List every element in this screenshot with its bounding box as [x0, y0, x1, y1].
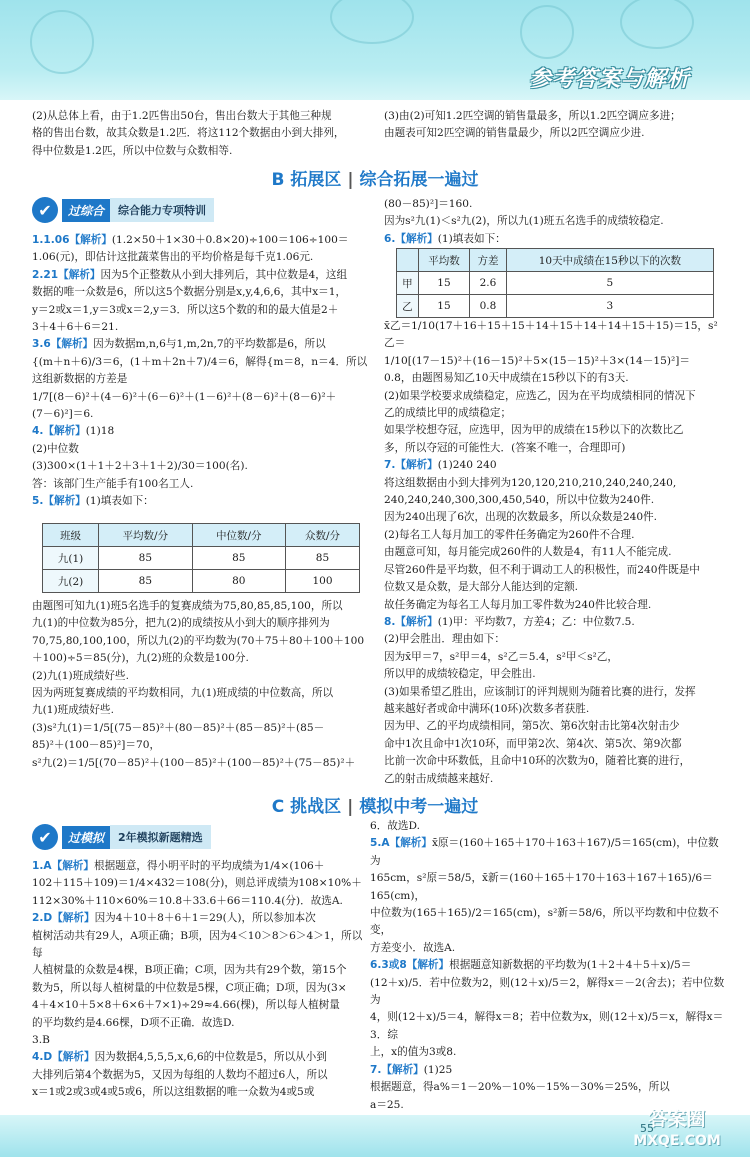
table-cell: 85 [99, 547, 192, 570]
text-line: 九(1)班成绩好些. [32, 704, 114, 717]
text-line: 尽管260件是平均数，但不利于调动工人的积极性，而240件既是中 [384, 563, 700, 576]
text-line: 1/10[(17－15)²＋(16－15)²＋5×(15－15)²＋3×(14－15)²]＝ [384, 354, 690, 367]
table-cell: 乙 [397, 295, 419, 318]
analysis-tag: 【解析】 [43, 425, 86, 438]
text-line: 的平均数约是4.66棵，D项不正确．故选D. [32, 1016, 235, 1029]
table-header-row [397, 249, 714, 272]
text-line: 5.A【解析】x̄原＝(160＋165＋170＋163＋167)/5＝165(cm)，中位数为 [370, 837, 719, 867]
table-header-cell: 方差 [470, 249, 507, 272]
text-line: 故任务确定为每名工人每月加工零件数为240件比较合理. [384, 598, 652, 611]
text-line: (3)s²九(1)＝1/5[(75－85)²＋(80－85)²＋(85－85)²＋(85－ [32, 721, 325, 734]
text-line: 植树活动共有29人，A项正确；B项，因为4＜10＞8＞6＞4＞1，所以每 [32, 929, 363, 960]
left-b-text-2 [32, 598, 368, 772]
text-line: (2)甲会胜出．理由如下： [384, 633, 505, 646]
right-c-text [370, 818, 726, 1114]
question-number: 5. [32, 495, 44, 508]
analysis-tag: 【解析】 [395, 615, 438, 628]
text-line: x＝1或2或3或4或5或6，所以这组数据的唯一众数为4或5或 [32, 1086, 315, 1099]
section-motto: 综合拓展一遍过 [359, 170, 479, 190]
table-cell: 15 [418, 295, 469, 318]
question-number: 6.3或8 [370, 959, 407, 972]
table-row [397, 295, 714, 318]
question-number: 7. [370, 1063, 382, 1076]
text-line: 多，所以夺冠的可能性大．(答案不唯一，合理即可) [384, 441, 626, 454]
text-line: 70,75,80,100,100，所以九(2)的平均数为(70＋75＋80＋100＋100 [32, 634, 365, 647]
banner-c [32, 825, 211, 849]
text-line: 九(1)的中位数为85分，把九(2)的成绩按从小到大的顺序排列为 [32, 617, 330, 630]
table-cell: 5 [506, 272, 713, 295]
question-number: 1.1.06 [32, 234, 70, 246]
top-right-text [384, 108, 724, 143]
left-c-text [32, 858, 368, 1102]
section-b-heading [0, 165, 750, 190]
analysis-tag: 【解析】 [395, 459, 438, 472]
decorative-circle-icon [520, 5, 574, 59]
question-number: 4. [32, 425, 44, 438]
table-cell: 2.6 [470, 272, 507, 295]
text-line: (2)从总体上看，由于1.2匹售出50台，售出台数大于其他三种规 [32, 110, 332, 122]
text-line: (2)每名工人每月加工的零件任务确定为260件不合理. [384, 528, 635, 541]
table-cell: 85 [192, 547, 285, 570]
text-line: 命中1次且命中1次10环，而甲第2次、第4次、第5次、第9次都 [384, 737, 682, 750]
text-line: 4，则(12＋x)/5＝4，解得x＝8；若中位数为x，则(12＋x)/5＝x，解得x＝3．综 [370, 1011, 724, 1041]
text-line: 答：该部门生产能手有100名工人. [32, 477, 194, 490]
text-line: (3)由(2)可知1.2匹空调的销售量最多，所以1.2匹空调应多进； [384, 110, 681, 122]
question-number: 6. [384, 232, 396, 245]
text-line: 3.6【解析】因为数据m,n,6与1,m,2n,7的平均数都是6，所以 [32, 338, 326, 351]
analysis-tag: 【解析】 [51, 860, 94, 872]
table-header-cell: 平均数/分 [99, 524, 192, 547]
text-line: 2.21【解析】因为5个正整数从小到大排列后，其中位数是4，这组 [32, 268, 348, 281]
text-line: (2)中位数 [32, 442, 79, 455]
table-cell: 100 [285, 570, 359, 593]
page-title: 参考答案与解析 [528, 67, 690, 92]
right-b-text [384, 196, 724, 248]
text-line: 由题表可知2匹空调的销售量最少，所以2匹空调应少进. [384, 127, 645, 140]
table-row [43, 547, 360, 570]
text-line: x̄乙＝1/10(17＋16＋15＋15＋14＋15＋14＋14＋15＋15)＝15，s²乙＝ [384, 320, 718, 350]
text-line: 大排列后第4个数据为5，又因为每组的人数均不超过6人，所以 [32, 1068, 328, 1081]
text-line: 240,240,240,300,300,450,540，所以中位数为240件. [384, 494, 655, 507]
section-c-heading [0, 792, 750, 817]
text-line: 因为s²九(1)＜s²九(2)，所以九(1)班五名选手的成绩较稳定. [384, 215, 664, 228]
analysis-tag: 【解析】 [52, 912, 95, 925]
text-line: 102＋115＋109)＝1/4×432＝108(分)，则总评成绩为108×10%＋ [32, 877, 362, 890]
text-line: 因为x̄甲＝7，s²甲＝4，s²乙＝5.4，s²甲＜s²乙， [384, 650, 618, 663]
table-header-cell: 班级 [43, 524, 99, 547]
text-line: (7－6)²]＝6. [32, 408, 94, 421]
text-line: 格的售出台数，故其众数是1.2匹．将这112个数据由小到大排列， [32, 127, 345, 140]
text-line: (2)九(1)班成绩好些. [32, 669, 129, 682]
text-line: 7.【解析】(1)25 [370, 1063, 453, 1076]
text-line: 如果学校想夺冠，应选甲，因为甲的成绩在15秒以下的次数比乙 [384, 424, 684, 437]
table-header-cell: 中位数/分 [192, 524, 285, 547]
text-line: 1.1.06【解析】(1.2×50＋1×30＋0.8×20)÷100＝106÷100＝ [32, 234, 349, 246]
question-number: 2.21 [32, 268, 59, 281]
text-line: y＝2或x＝1,y＝3或x＝2,y＝3．所以这5个数的和的最大值是2＋ [32, 303, 339, 316]
decorative-circle-icon [30, 10, 94, 74]
text-line: 3.B [32, 1034, 50, 1047]
watermark-line1: 答案圈 [648, 1108, 706, 1130]
text-line: 6.3或8【解析】根据题意知新数据的平均数为(1＋2＋4＋5＋x)/5＝ [370, 959, 692, 972]
text-line: 1.06(元)，即估计这批蔬菜售出的平均价格是每千克1.06元. [32, 251, 314, 264]
table-cell: 3 [506, 295, 713, 318]
text-line: 数据的唯一众数是6，所以这5个数据分别是x,y,4,6,6，其中x＝1， [32, 286, 347, 299]
text-line: (12＋x)/5．若中位数为2，则(12＋x)/5＝2，解得x＝－2(舍去)；若中位数为 [370, 976, 725, 1007]
text-line: 3＋4＋6＋6＝21. [32, 321, 119, 334]
text-line: 1.A【解析】根据题意，得小明平时的平均成绩为1/4×(106＋ [32, 860, 325, 872]
banner-subtitle: 综合能力专项特训 [110, 198, 214, 222]
text-line: 165cm，s²原＝58/5，x̄新＝(160＋165＋170＋163＋167＋165)/6＝165(cm)， [370, 872, 713, 902]
text-line: 数为5，所以每人植树量的中位数是5棵，C项正确；D项，因为(3× [32, 981, 347, 994]
text-line: 将这组数据由小到大排列为120,120,210,210,240,240,240, [384, 476, 677, 489]
table-cell: 85 [99, 570, 192, 593]
text-line: 乙的射击成绩越来越好. [384, 772, 494, 785]
table-header-row [43, 524, 360, 547]
banner-b [32, 198, 214, 222]
left-b-text [32, 232, 368, 511]
text-line: 因为两班复赛成绩的平均数相同，九(1)班成绩的中位数高，所以 [32, 687, 334, 700]
table-cell: 15 [418, 272, 469, 295]
text-line: 4.【解析】(1)18 [32, 425, 115, 438]
banner-label: 过综合 [62, 199, 110, 222]
table-header-cell: 平均数 [418, 249, 469, 272]
text-line: 人植树量的众数是4棵，B项正确；C项，因为共有29个数，第15个 [32, 964, 347, 977]
section-letter: C [271, 797, 285, 817]
text-line: 112×30%＋110×60%＝10.8＋33.6＋66＝110.4(分)．故选A. [32, 894, 343, 907]
separator: | [347, 170, 354, 190]
table-5 [42, 523, 360, 593]
text-line: 根据题意，得a%＝1－20%－10%－15%－30%＝25%，所以 [370, 1081, 670, 1094]
table-cell: 80 [192, 570, 285, 593]
text-line: 由题图可知九(1)班5名选手的复赛成绩为75,80,85,85,100，所以 [32, 600, 343, 612]
text-line: 上，x的值为3或8. [370, 1046, 457, 1059]
table-header-cell: 众数/分 [285, 524, 359, 547]
table-6 [396, 248, 714, 318]
question-number: 4.D [32, 1051, 53, 1064]
header-band [0, 0, 750, 100]
text-line: (3)如果希望乙胜出，应该制订的评判规则为随着比赛的进行，发挥 [384, 685, 696, 698]
question-number: 5.A [370, 837, 390, 850]
analysis-tag: 【解析】 [389, 837, 432, 850]
text-line: 由题意可知，每月能完成260件的人数是4，有11人不能完成. [384, 546, 672, 559]
analysis-tag: 【解析】 [406, 959, 450, 972]
text-line: 越来越好者或命中满环(10环)次数多者获胜. [384, 702, 590, 715]
text-line: 0.8，由题图易知乙10天中成绩在15秒以下的有3天. [384, 372, 629, 385]
analysis-tag: 【解析】 [50, 338, 94, 351]
separator: | [347, 797, 354, 817]
analysis-tag: 【解析】 [395, 232, 438, 245]
question-number: 7. [384, 459, 396, 472]
analysis-tag: 【解析】 [69, 234, 112, 246]
text-line: 所以甲的成绩较稳定，甲会胜出. [384, 668, 536, 681]
top-left-text [32, 108, 367, 160]
table-cell: 85 [285, 547, 359, 570]
section-name: 挑战区 [290, 797, 342, 817]
text-line: (2)如果学校要求成绩稳定，应选乙，因为在平均成绩相同的情况下 [384, 389, 696, 402]
table-cell: 甲 [397, 272, 419, 295]
text-line: 2.D【解析】因为4＋10＋8＋6＋1＝29(人)，所以参加本次 [32, 912, 316, 925]
banner-label: 过模拟 [62, 826, 110, 849]
checkmark-icon: ✔ [32, 197, 58, 223]
text-line: 4.D【解析】因为数据4,5,5,5,x,6,6的中位数是5，所以从小到 [32, 1051, 327, 1064]
table-cell: 九(1) [43, 547, 99, 570]
section-motto: 模拟中考一遍过 [359, 797, 479, 817]
text-line: 6．故选D. [370, 820, 421, 832]
page-number: 55 [640, 1122, 654, 1135]
checkmark-icon: ✔ [32, 824, 58, 850]
text-line: 得中位数是1.2匹，所以中位数与众数相等. [32, 144, 233, 157]
text-line: {(m＋n＋6)/3＝6，(1＋m＋2n＋7)/4＝6，解得{m＝8，n＝4．所以这组新数据的方差是 [32, 355, 368, 386]
text-line: 中位数为(165＋165)/2＝165(cm)，s²新＝58/6，所以平均数和中位数不变， [370, 907, 719, 937]
text-line: 5.【解析】(1)填表如下： [32, 495, 154, 508]
right-b-text-2 [384, 318, 724, 788]
table-row [397, 272, 714, 295]
text-line: 乙的成绩比甲的成绩稳定； [384, 407, 512, 420]
section-name: 拓展区 [290, 170, 342, 190]
text-line: (3)300×(1＋1＋2＋3＋1＋2)/30＝100(名). [32, 460, 248, 473]
text-line: 因为240出现了6次，出现的次数最多，所以众数是240件. [384, 511, 658, 524]
text-line: 85)²＋(100－85)²]＝70， [32, 739, 161, 752]
table-cell: 0.8 [470, 295, 507, 318]
table-row [43, 570, 360, 593]
text-line: 6.【解析】(1)填表如下： [384, 232, 506, 245]
text-line: 因为甲、乙的平均成绩相同，第5次、第6次射击比第4次射击少 [384, 720, 680, 733]
question-number: 1.A [32, 860, 52, 872]
table-cell: 九(2) [43, 570, 99, 593]
text-line: 1/7[(8－6)²＋(4－6)²＋(6－6)²＋(1－6)²＋(8－6)²＋(8－6)²＋ [32, 390, 337, 403]
text-line: 8.【解析】(1)甲：平均数7，方差4；乙：中位数7.5. [384, 615, 635, 628]
analysis-tag: 【解析】 [381, 1063, 424, 1076]
table-header-cell: 10天中成绩在15秒以下的次数 [506, 249, 713, 272]
text-line: 比前一次命中环数低，且命中10环的次数为0，随着比赛的进行， [384, 755, 691, 768]
decorative-circle-icon [330, 0, 414, 44]
table-header-cell [397, 249, 419, 272]
text-line: 4＋4×10＋5×8＋6×6＋7×1)÷29≈4.66(棵)，所以每人植树量 [32, 999, 340, 1012]
question-number: 8. [384, 615, 396, 628]
question-number: 2.D [32, 912, 53, 925]
analysis-tag: 【解析】 [43, 495, 86, 508]
text-line: (80－85)²]＝160. [384, 198, 473, 210]
text-line: 7.【解析】(1)240 240 [384, 459, 497, 472]
analysis-tag: 【解析】 [58, 268, 101, 281]
text-line: 方差变小．故选A. [370, 941, 456, 954]
watermark-line2: MXQE.COM [633, 1133, 721, 1149]
text-line: s²九(2)＝1/5[(70－85)²＋(100－85)²＋(100－85)²＋(75－85)²＋ [32, 756, 356, 769]
text-line: 位数又是众数，是大部分人能达到的定额. [384, 581, 579, 594]
text-line: a＝25. [370, 1098, 404, 1111]
decorative-circle-icon [620, 0, 694, 49]
question-number: 3.6 [32, 338, 51, 351]
watermark-logo [612, 1108, 742, 1156]
banner-subtitle: 2年模拟新题精选 [110, 825, 211, 849]
text-line: ＋100)÷5＝85(分)，九(2)班的众数是100分. [32, 652, 249, 665]
section-letter: B [271, 170, 285, 190]
analysis-tag: 【解析】 [52, 1051, 95, 1064]
